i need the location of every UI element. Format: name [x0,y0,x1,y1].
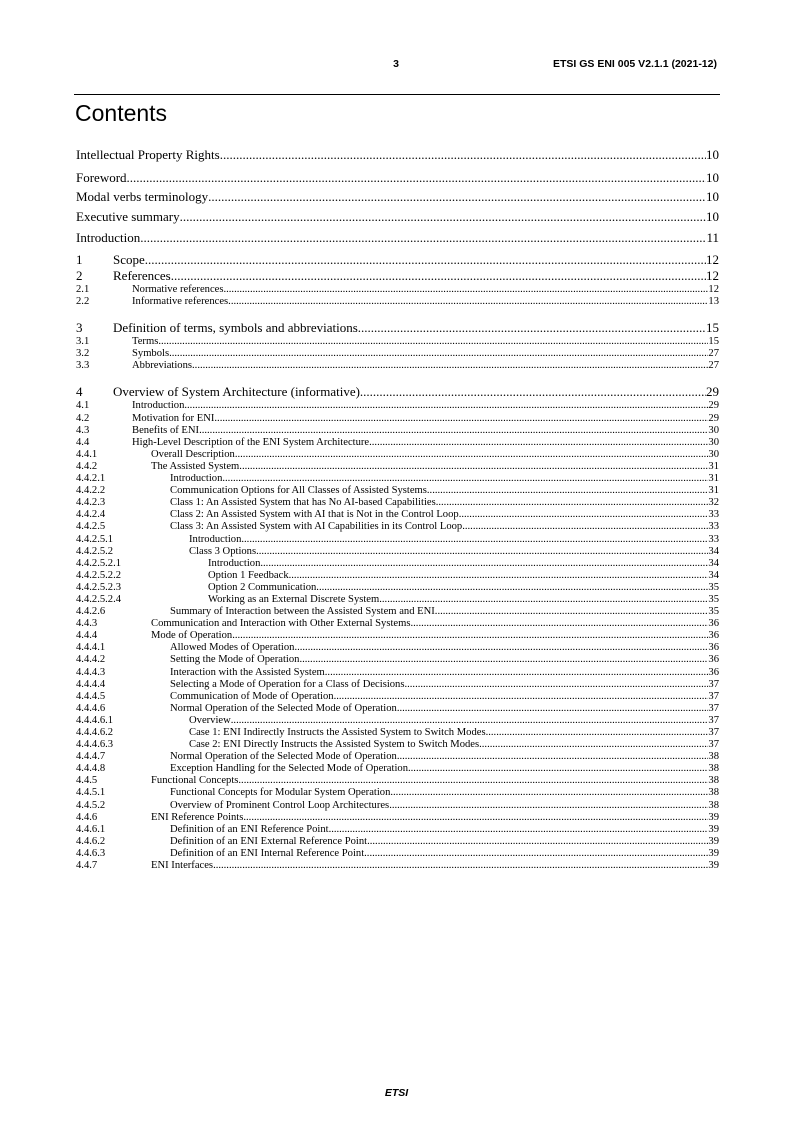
toc-entry-title: Terms [132,336,159,348]
toc-entry-number: 3.3 [76,360,90,372]
toc-entry-number: 2.1 [76,284,90,295]
toc-entry-number: 4.4.4.2 [76,654,106,666]
toc-entry-page: 36 [708,654,719,666]
toc-entry-page: 30 [708,448,719,460]
toc-entry-page: 11 [706,230,719,245]
toc-entry-title: Symbols [132,348,170,360]
toc-dot-leader [235,449,709,461]
contents-heading: Contents [75,100,168,126]
toc-entry-number: 2.2 [76,296,90,308]
toc-entry[interactable] [76,449,719,461]
toc-entry-number: 4.4.2.5.2.1 [76,557,122,569]
toc-dot-leader [397,703,709,715]
toc-entry-number: 4.4.2.3 [76,497,106,509]
toc-entry-page: 35 [708,593,719,605]
page-number: 3 [393,58,399,70]
toc-entry[interactable] [76,836,719,848]
toc-dot-leader [367,836,708,848]
toc-entry[interactable] [76,252,719,268]
toc-entry-number: 1 [76,252,83,267]
toc-entry[interactable] [76,630,719,642]
toc-entry-title: Introduction [189,533,242,545]
toc-dot-leader [238,775,708,787]
toc-dot-leader [479,739,708,751]
toc-entry[interactable] [76,727,719,739]
toc-entry[interactable] [76,751,719,763]
toc-entry-number: 3 [76,320,83,336]
toc-dot-leader [379,594,708,606]
toc-entry-page: 39 [708,847,719,859]
toc-entry-page: 39 [708,835,719,847]
toc-entry[interactable] [76,534,719,546]
toc-dot-leader [389,800,708,812]
toc-entry-title: The Assisted System [151,460,240,472]
toc-entry[interactable] [76,473,719,485]
toc-entry-title: Scope [113,252,145,267]
toc-entry-title: Overview of Prominent Control Loop Architectures [170,799,390,811]
toc-entry-title: Exception Handling for the Selected Mode of Operation [170,763,408,775]
toc-entry-title: Benefits of ENI [132,424,200,436]
toc-entry-number: 4.4.3 [76,618,98,630]
toc-entry-title: Setting the Mode of Operation [170,654,300,666]
toc-entry-title: Definition of an ENI Reference Point [170,823,329,835]
toc-dot-leader [390,787,708,799]
toc-dot-leader [408,763,708,775]
toc-dot-leader [239,461,708,473]
toc-dot-leader [358,320,706,336]
toc-entry-title: Definition of terms, symbols and abbreviations [113,320,358,336]
toc-entry[interactable] [76,570,719,582]
toc-entry-page: 36 [708,642,719,654]
toc-entry-number: 4.3 [76,424,90,436]
toc-entry-title: Motivation for ENI [132,412,215,424]
toc-entry[interactable] [76,485,719,497]
toc-entry-number: 4.4.4.3 [76,666,106,678]
toc-dot-leader [256,546,708,558]
toc-entry-page: 38 [708,751,719,763]
toc-entry[interactable] [76,320,719,336]
toc-entry-title: Summary of Interaction between the Assisted System and ENI [170,606,435,618]
toc-entry-title: Normal Operation of the Selected Mode of Operation [170,702,397,714]
toc-dot-leader [316,582,708,594]
toc-entry-number: 4.4.6.2 [76,835,106,847]
toc-entry-page: 12 [706,252,719,267]
toc-entry-number: 4.4.7 [76,860,98,872]
toc-dot-leader [127,170,706,186]
toc-entry-number: 4.4.4.6.3 [76,739,114,751]
toc-dot-leader [289,570,709,582]
toc-entry-title: Communication Options for All Classes of Assisted Systems [170,485,427,497]
toc-dot-leader [232,630,708,642]
toc-entry[interactable] [76,147,719,163]
toc-entry[interactable] [76,230,719,246]
toc-entry[interactable] [76,787,719,799]
toc-entry-title: Intellectual Property Rights [76,147,220,162]
toc-dot-leader [369,437,708,449]
toc-entry-page: 13 [708,296,719,308]
toc-entry-number: 3.1 [76,336,90,348]
toc-dot-leader [223,284,708,296]
toc-dot-leader [222,473,708,485]
toc-entry[interactable] [76,296,719,308]
toc-entry[interactable] [76,437,719,449]
toc-entry-number: 4.4.2.4 [76,509,106,521]
toc-dot-leader [231,715,709,727]
toc-entry-number: 4.4.2.5.2.3 [76,581,122,593]
toc-dot-leader [140,230,706,246]
toc-entry[interactable] [76,209,719,225]
toc-entry-title: Class 3 Options [189,545,257,557]
toc-entry-title: Class 3: An Assisted System with AI Capabilities in its Control Loop [170,521,463,533]
toc-entry[interactable] [76,642,719,654]
toc-entry[interactable] [76,800,719,812]
toc-entry-page: 10 [706,209,719,224]
toc-entry[interactable] [76,715,719,727]
toc-entry-number: 2 [76,268,83,283]
toc-dot-leader [325,667,709,679]
toc-entry-title: Class 2: An Assisted System with AI that is Not in the Control Loop [170,509,459,521]
toc-entry-title: Introduction [132,400,185,412]
toc-entry[interactable] [76,775,719,787]
toc-entry[interactable] [76,691,719,703]
toc-entry-title: Introduction [170,473,223,485]
toc-entry-number: 4.4.5 [76,775,98,787]
toc-entry[interactable] [76,824,719,836]
toc-dot-leader [213,860,708,872]
toc-dot-leader [436,497,709,509]
toc-entry-page: 33 [708,533,719,545]
toc-entry-title: Communication and Interaction with Other External Systems [151,618,411,630]
toc-entry[interactable] [76,425,719,437]
toc-entry-title: Mode of Operation [151,630,233,642]
toc-entry-title: Case 1: ENI Indirectly Instructs the Assisted System to Switch Modes [189,727,486,738]
toc-dot-leader [364,848,708,860]
toc-entry[interactable] [76,739,719,751]
toc-entry-number: 4.4.6.3 [76,847,106,859]
toc-entry-title: Working as an External Discrete System [208,593,380,605]
toc-entry-title: Normative references [132,284,224,295]
toc-entry-title: High-Level Description of the ENI System Architecture [132,436,370,448]
toc-entry[interactable] [76,384,719,400]
toc-entry-page: 31 [708,485,719,497]
toc-entry[interactable] [76,679,719,691]
toc-entry[interactable] [76,618,719,630]
toc-entry-number: 4.4.2.5.2.2 [76,569,122,581]
table-of-contents [76,147,719,872]
toc-entry-number: 4.4.2.5.2.4 [76,593,122,605]
toc-entry-title: Modal verbs terminology [76,189,209,204]
toc-entry-page: 30 [708,424,719,436]
toc-entry-page: 38 [708,787,719,799]
toc-entry-number: 4.4.6.1 [76,823,106,835]
toc-entry-number: 4.4.5.1 [76,787,106,799]
toc-entry-title: Abbreviations [132,360,193,372]
toc-entry[interactable] [76,848,719,860]
toc-entry-number: 4.4.4 [76,630,98,642]
toc-dot-leader [171,268,706,284]
toc-entry-title: Communication of Mode of Operation [170,690,334,702]
toc-entry[interactable] [76,763,719,775]
toc-entry-title: Interaction with the Assisted System [170,666,325,678]
toc-entry-title: ENI Interfaces [151,860,214,872]
toc-entry-page: 30 [708,436,719,448]
toc-dot-leader [260,558,708,570]
toc-entry-title: Case 2: ENI Directly Instructs the Assisted System to Switch Modes [189,739,480,751]
toc-entry-page: 27 [708,360,719,372]
toc-entry-title: Informative references [132,296,229,308]
toc-entry-page: 31 [708,473,719,485]
toc-entry[interactable] [76,521,719,533]
toc-dot-leader [486,727,709,739]
toc-dot-leader [169,348,708,360]
toc-entry[interactable] [76,582,719,594]
toc-entry[interactable] [76,189,719,205]
toc-entry[interactable] [76,497,719,509]
toc-dot-leader [404,679,708,691]
toc-entry-number: 4.4.4.7 [76,751,106,763]
toc-entry-title: Overview of System Architecture (informative) [113,384,360,400]
toc-entry-number: 4.4.2.5.1 [76,533,114,545]
toc-dot-leader [228,296,708,308]
toc-dot-leader [199,425,708,437]
toc-entry[interactable] [76,558,719,570]
toc-entry-number: 4.4.4.8 [76,763,106,775]
toc-entry-page: 38 [708,763,719,775]
toc-entry-page: 37 [708,678,719,690]
toc-entry-title: Foreword [76,170,127,185]
toc-entry[interactable] [76,703,719,715]
toc-entry-number: 4.4.6 [76,811,98,823]
toc-dot-leader [294,642,708,654]
toc-entry-page: 29 [708,412,719,424]
toc-entry[interactable] [76,812,719,824]
toc-entry-page: 10 [706,189,719,204]
toc-entry-number: 4.4.5.2 [76,799,106,811]
toc-entry-title: Class 1: An Assisted System that has No AI-based Capabilities [170,497,436,509]
toc-entry[interactable] [76,654,719,666]
toc-entry-number: 4.1 [76,400,90,412]
toc-entry-page: 39 [708,823,719,835]
toc-entry-title: Overall Description [151,448,235,460]
toc-entry-page: 38 [708,775,719,787]
toc-entry[interactable] [76,860,719,872]
toc-entry-title: Functional Concepts [151,775,239,787]
toc-entry-number: 4.4 [76,436,90,448]
toc-entry-number: 4.4.2.2 [76,485,106,497]
toc-entry-page: 37 [708,727,719,738]
toc-dot-leader [459,509,709,521]
toc-dot-leader [243,812,708,824]
toc-entry-title: Normal Operation of the Selected Mode of Operation [170,751,397,763]
toc-dot-leader [208,189,706,205]
toc-entry-title: Executive summary [76,209,180,224]
toc-entry-number: 4.4.2 [76,460,98,472]
toc-entry-title: Option 2 Communication [208,581,317,593]
toc-dot-leader [214,413,708,425]
toc-entry-number: 4.4.4.1 [76,642,106,654]
toc-dot-leader [462,521,708,533]
toc-dot-leader [360,384,706,400]
toc-entry-page: 38 [708,799,719,811]
footer-etsi: ETSI [384,1087,409,1099]
toc-entry-page: 31 [708,460,719,472]
toc-entry-number: 4.4.1 [76,448,98,460]
toc-dot-leader [241,534,708,546]
toc-entry-page: 29 [706,384,719,400]
toc-entry-page: 36 [708,630,719,642]
toc-entry-title: References [113,268,171,283]
toc-entry-page: 37 [708,690,719,702]
toc-entry[interactable] [76,268,719,284]
toc-entry-page: 33 [708,521,719,533]
toc-dot-leader [180,209,706,225]
toc-entry-number: 4.4.2.5 [76,521,106,533]
toc-entry-page: 39 [708,811,719,823]
toc-entry-number: 4.4.2.6 [76,606,106,618]
toc-entry-title: Functional Concepts for Modular System Operation [170,787,391,799]
toc-entry-page: 34 [708,545,719,557]
toc-dot-leader [220,147,706,163]
toc-dot-leader [145,252,706,268]
toc-entry-title: Definition of an ENI Internal Reference Point [170,847,365,859]
toc-entry-number: 4.4.4.6.1 [76,714,114,726]
toc-entry-title: Option 1 Feedback [208,569,289,581]
toc-entry-page: 15 [708,336,719,348]
toc-entry-title: Allowed Modes of Operation [170,642,295,654]
toc-dot-leader [299,654,708,666]
toc-entry-page: 39 [708,860,719,872]
toc-dot-leader [192,360,708,372]
toc-entry[interactable] [76,667,719,679]
toc-entry[interactable] [76,546,719,558]
toc-entry[interactable] [76,284,719,296]
toc-entry-number: 4.4.2.5.2 [76,545,114,557]
toc-entry[interactable] [76,461,719,473]
toc-entry-number: 4.4.4.6.2 [76,727,114,738]
toc-entry-page: 10 [706,170,719,185]
toc-entry[interactable] [76,170,719,186]
toc-entry-page: 10 [706,147,719,162]
toc-entry-page: 27 [708,348,719,360]
toc-dot-leader [334,691,709,703]
toc-entry-page: 34 [708,569,719,581]
toc-entry[interactable] [76,594,719,606]
header-rule [74,94,720,95]
toc-entry-page: 35 [708,581,719,593]
toc-entry[interactable] [76,413,719,425]
toc-entry-number: 3.2 [76,348,90,360]
toc-entry[interactable] [76,336,719,348]
toc-entry-title: ENI Reference Points [151,811,244,823]
toc-dot-leader [329,824,709,836]
toc-entry-page: 15 [706,320,719,336]
toc-dot-leader [158,336,708,348]
toc-entry-page: 32 [708,497,719,509]
toc-entry-number: 4.4.4.5 [76,690,106,702]
toc-entry-title: Introduction [208,557,261,569]
toc-entry-number: 4.4.4.6 [76,702,106,714]
toc-dot-leader [184,400,708,412]
toc-entry-page: 36 [708,618,719,630]
toc-entry-page: 37 [708,702,719,714]
toc-entry[interactable] [76,400,719,412]
toc-entry-page: 37 [708,739,719,751]
toc-entry-page: 29 [708,400,719,412]
toc-entry-title: Selecting a Mode of Operation for a Class of Decisions [170,678,405,690]
toc-entry-number: 4.4.2.1 [76,473,106,485]
toc-entry-number: 4.2 [76,412,90,424]
toc-entry[interactable] [76,509,719,521]
document-title: ETSI GS ENI 005 V2.1.1 (2021-12) [552,58,717,70]
toc-entry[interactable] [76,606,719,618]
toc-entry[interactable] [76,360,719,372]
toc-entry-page: 37 [708,714,719,726]
toc-entry-page: 34 [708,557,719,569]
toc-entry-page: 33 [708,509,719,521]
toc-dot-leader [427,485,709,497]
toc-entry[interactable] [76,348,719,360]
toc-dot-leader [411,618,709,630]
toc-entry-page: 12 [706,268,719,283]
toc-dot-leader [435,606,709,618]
toc-entry-page: 12 [708,284,719,295]
toc-entry-page: 36 [708,666,719,678]
toc-entry-number: 4 [76,384,83,400]
toc-entry-title: Definition of an ENI External Reference Point [170,835,368,847]
toc-entry-page: 35 [708,606,719,618]
toc-entry-number: 4.4.4.4 [76,678,106,690]
toc-entry-title: Overview [189,714,231,726]
toc-entry-title: Introduction [76,230,141,245]
toc-dot-leader [397,751,709,763]
